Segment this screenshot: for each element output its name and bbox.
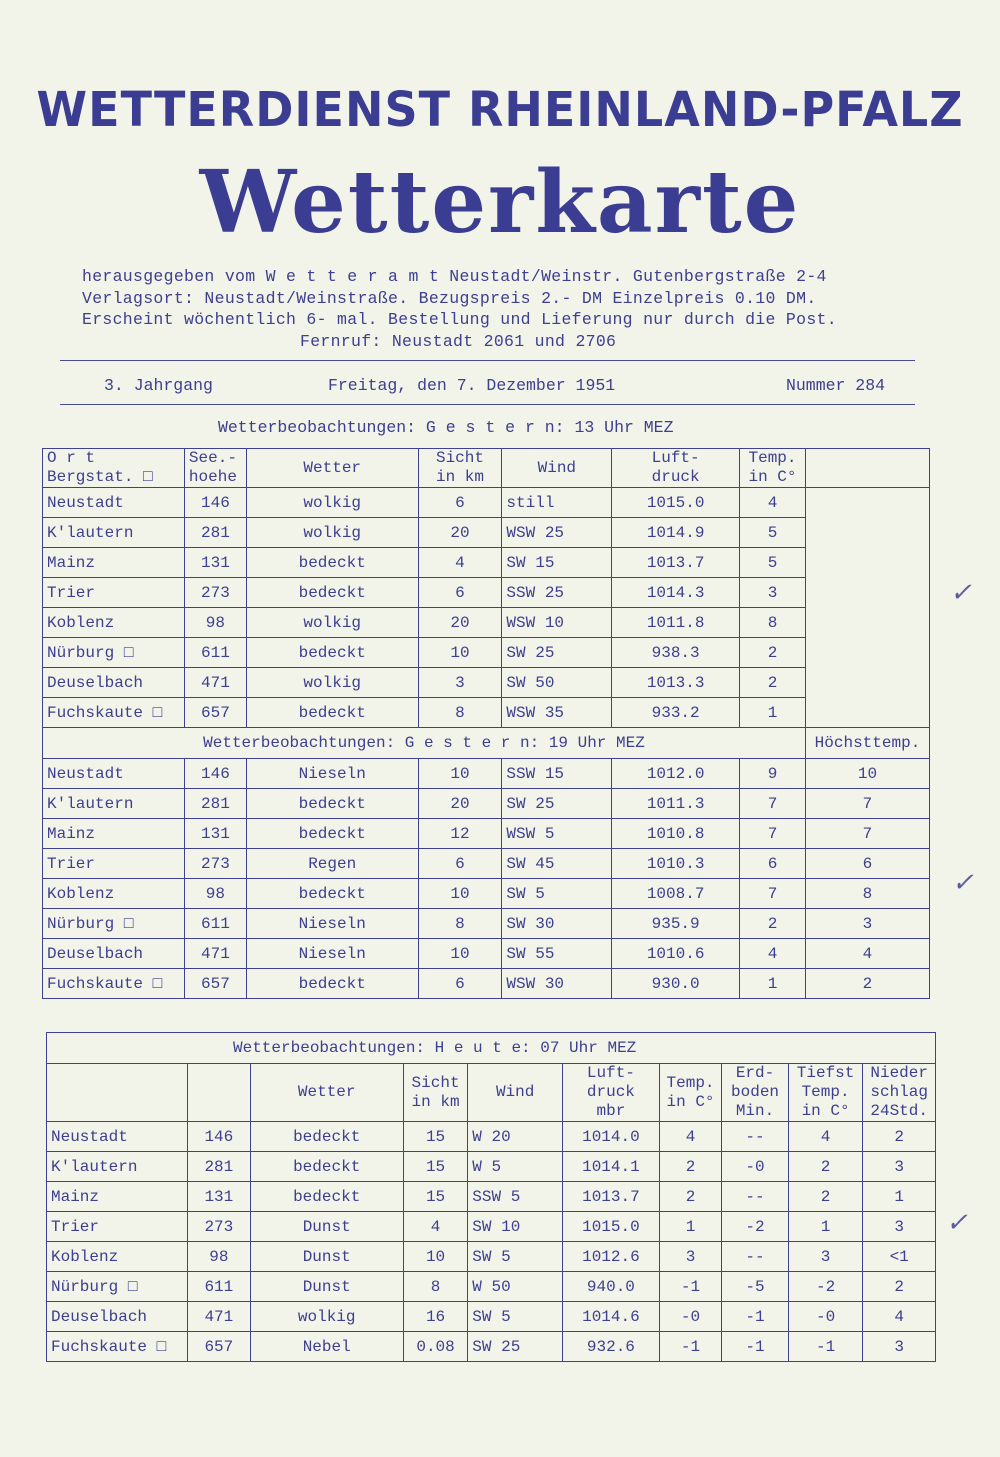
cell-hoehe: 471 (184, 668, 246, 698)
cell-luftdruck: 930.0 (612, 969, 740, 999)
cell-wind: SW 5 (502, 879, 612, 909)
cell-temp: 9 (740, 759, 806, 789)
cell-hoechsttemp: 10 (805, 759, 929, 789)
cell-sicht: 10 (418, 939, 502, 969)
cell-wind: SW 30 (502, 909, 612, 939)
checkmark-icon: ✓ (950, 578, 972, 608)
cell-wind: SW 55 (502, 939, 612, 969)
cell-sicht: 4 (403, 1212, 468, 1242)
cell-luftdruck: 1014.3 (612, 578, 740, 608)
cell-wetter: wolkig (246, 518, 418, 548)
cell-temp: 1 (740, 969, 806, 999)
cell-tiefst: 4 (788, 1122, 863, 1152)
cell-ort: K'lautern (43, 789, 185, 819)
table-header-row (43, 449, 930, 488)
cell-tiefst: 2 (788, 1152, 863, 1182)
cell-hoehe: 98 (188, 1242, 250, 1272)
table-row (47, 1152, 936, 1182)
cell-luftdruck: 940.0 (563, 1272, 660, 1302)
cell-ort: Neustadt (43, 759, 185, 789)
table-row (47, 1272, 936, 1302)
checkmark-icon: ✓ (952, 868, 974, 898)
cell-tiefst: 2 (788, 1182, 863, 1212)
table-row (43, 789, 930, 819)
cell-erdboden: -- (722, 1242, 789, 1272)
cell-hoehe: 146 (188, 1122, 250, 1152)
table-row (47, 1302, 936, 1332)
cell-hoechsttemp: 7 (805, 819, 929, 849)
cell-luftdruck: 1013.7 (563, 1182, 660, 1212)
cell-luftdruck: 1015.0 (612, 488, 740, 518)
cell-hoehe: 273 (188, 1212, 250, 1242)
cell-wind: SW 25 (502, 789, 612, 819)
cell-luftdruck: 1012.6 (563, 1242, 660, 1272)
cell-temp: -0 (659, 1302, 721, 1332)
cell-luftdruck: 932.6 (563, 1332, 660, 1362)
header-sicht: Sicht in km (418, 449, 502, 488)
divider-top (60, 360, 915, 361)
cell-wind: WSW 30 (502, 969, 612, 999)
cell-luftdruck: 1014.1 (563, 1152, 660, 1182)
cell-wetter: bedeckt (246, 969, 418, 999)
cell-ort: Mainz (47, 1182, 188, 1212)
cell-luftdruck: 933.2 (612, 698, 740, 728)
cell-wind: SW 50 (502, 668, 612, 698)
cell-wetter: bedeckt (250, 1152, 403, 1182)
cell-hoehe: 131 (184, 819, 246, 849)
cell-wetter: bedeckt (246, 879, 418, 909)
cell-wind: WSW 10 (502, 608, 612, 638)
cell-hoehe: 281 (184, 789, 246, 819)
header-niederschlag: Nieder schlag 24Std. (863, 1064, 936, 1122)
cell-wetter: Dunst (250, 1272, 403, 1302)
header-temp: Temp. in C° (659, 1064, 721, 1122)
cell-sicht: 10 (403, 1242, 468, 1272)
table-row (43, 698, 930, 728)
table-row (43, 548, 930, 578)
cell-sicht: 15 (403, 1152, 468, 1182)
cell-luftdruck: 1010.3 (612, 849, 740, 879)
cell-ort: Neustadt (43, 488, 185, 518)
cell-hoechsttemp: 7 (805, 789, 929, 819)
page-title: Wetterkarte (199, 152, 801, 253)
cell-wetter: bedeckt (246, 578, 418, 608)
cell-wind: SW 15 (502, 548, 612, 578)
table-row (43, 518, 930, 548)
cell-sicht: 3 (418, 668, 502, 698)
cell-wind: SW 5 (468, 1242, 563, 1272)
cell-luftdruck: 1014.9 (612, 518, 740, 548)
cell-niederschlag: 3 (863, 1212, 936, 1242)
cell-ort: Nürburg □ (43, 638, 185, 668)
checkmark-icon: ✓ (946, 1208, 968, 1238)
cell-hoehe: 131 (188, 1182, 250, 1212)
header-ort: O r t Bergstat. □ (43, 449, 185, 488)
cell-ort: Koblenz (43, 879, 185, 909)
cell-tiefst: -0 (788, 1302, 863, 1332)
publisher-line: Verlagsort: Neustadt/Weinstraße. Bezugspreis 2.- DM Einzelpreis 0.10 DM. (82, 288, 817, 308)
cell-wind: SW 10 (468, 1212, 563, 1242)
cell-wind: W 20 (468, 1122, 563, 1152)
cell-hoehe: 131 (184, 548, 246, 578)
cell-ort: K'lautern (47, 1152, 188, 1182)
cell-wetter: bedeckt (246, 548, 418, 578)
cell-ort: Fuchskaute □ (43, 698, 185, 728)
cell-sicht: 6 (418, 488, 502, 518)
section2-title-row (43, 728, 930, 759)
header-temp: Temp. in C° (740, 449, 806, 488)
cell-wind: SW 25 (468, 1332, 563, 1362)
table-row (47, 1332, 936, 1362)
cell-wetter: bedeckt (250, 1182, 403, 1212)
cell-wetter: Nieseln (246, 759, 418, 789)
table-row (43, 819, 930, 849)
cell-hoehe: 657 (188, 1332, 250, 1362)
header-wind: Wind (502, 449, 612, 488)
cell-hoehe: 98 (184, 879, 246, 909)
cell-hoechsttemp: 4 (805, 939, 929, 969)
cell-sicht: 6 (418, 969, 502, 999)
cell-hoehe: 611 (188, 1272, 250, 1302)
cell-luftdruck: 1013.7 (612, 548, 740, 578)
header-wind: Wind (468, 1064, 563, 1122)
header-luftdruck: Luft- druck mbr (563, 1064, 660, 1122)
cell-wetter: bedeckt (246, 789, 418, 819)
header-hoehe: See.- hoehe (184, 449, 246, 488)
cell-sicht: 6 (418, 849, 502, 879)
cell-niederschlag: 2 (863, 1122, 936, 1152)
cell-wetter: Nieseln (246, 939, 418, 969)
cell-erdboden: -1 (722, 1332, 789, 1362)
cell-wetter: Nebel (250, 1332, 403, 1362)
table-row (43, 608, 930, 638)
cell-ort: Deuselbach (43, 668, 185, 698)
cell-luftdruck: 935.9 (612, 909, 740, 939)
header-sicht: Sicht in km (403, 1064, 468, 1122)
header-ort (47, 1064, 188, 1122)
cell-ort: Nürburg □ (47, 1272, 188, 1302)
cell-ort: Koblenz (47, 1242, 188, 1272)
cell-wetter: wolkig (246, 608, 418, 638)
cell-hoehe: 611 (184, 638, 246, 668)
section3-title: Wetterbeobachtungen: H e u t e: 07 Uhr MEZ (47, 1033, 936, 1064)
cell-temp: 7 (740, 819, 806, 849)
cell-ort: Trier (47, 1212, 188, 1242)
cell-wind: WSW 35 (502, 698, 612, 728)
header-tiefst: Tiefst Temp. in C° (788, 1064, 863, 1122)
cell-wetter: wolkig (246, 668, 418, 698)
section3-title-row (47, 1033, 936, 1064)
cell-wetter: Dunst (250, 1242, 403, 1272)
cell-wetter: Regen (246, 849, 418, 879)
cell-hoechsttemp: 6 (805, 849, 929, 879)
header-wetter: Wetter (250, 1064, 403, 1122)
observations-table-yesterday (42, 448, 930, 999)
cell-luftdruck: 938.3 (612, 638, 740, 668)
table-row (43, 849, 930, 879)
header-hoechsttemp: Höchsttemp. (805, 728, 929, 759)
cell-temp: 2 (740, 638, 806, 668)
cell-ort: Fuchskaute □ (43, 969, 185, 999)
table-row (43, 939, 930, 969)
cell-luftdruck: 1014.0 (563, 1122, 660, 1152)
cell-hoehe: 611 (184, 909, 246, 939)
section2-title: Wetterbeobachtungen: G e s t e r n: 19 Uhr MEZ (43, 728, 806, 759)
cell-wind: SSW 5 (468, 1182, 563, 1212)
cell-niederschlag: <1 (863, 1242, 936, 1272)
cell-temp: 6 (740, 849, 806, 879)
table-row (43, 578, 930, 608)
cell-temp: 1 (740, 698, 806, 728)
cell-wind: SSW 15 (502, 759, 612, 789)
cell-wind: SW 5 (468, 1302, 563, 1332)
cell-tiefst: -2 (788, 1272, 863, 1302)
issue-date: Freitag, den 7. Dezember 1951 (328, 376, 616, 395)
table-row (43, 668, 930, 698)
table-row (47, 1212, 936, 1242)
organization-title: WETTERDIENST RHEINLAND-PFALZ (36, 80, 964, 138)
cell-temp: 5 (740, 518, 806, 548)
cell-temp: 2 (659, 1182, 721, 1212)
cell-hoehe: 471 (184, 939, 246, 969)
header-erdboden: Erd- boden Min. (722, 1064, 789, 1122)
divider-bottom (60, 404, 915, 405)
cell-wetter: bedeckt (246, 698, 418, 728)
cell-niederschlag: 3 (863, 1332, 936, 1362)
cell-tiefst: 3 (788, 1242, 863, 1272)
cell-wetter: Dunst (250, 1212, 403, 1242)
cell-temp: -1 (659, 1272, 721, 1302)
cell-hoechsttemp: 8 (805, 879, 929, 909)
cell-luftdruck: 1011.3 (612, 789, 740, 819)
cell-temp: 7 (740, 789, 806, 819)
cell-temp: 4 (740, 939, 806, 969)
cell-hoehe: 146 (184, 488, 246, 518)
cell-luftdruck: 1014.6 (563, 1302, 660, 1332)
cell-ort: Neustadt (47, 1122, 188, 1152)
cell-luftdruck: 1008.7 (612, 879, 740, 909)
cell-temp: 3 (740, 578, 806, 608)
cell-wind: SSW 25 (502, 578, 612, 608)
issue-jahrgang: 3. Jahrgang (104, 376, 213, 395)
header-luftdruck: Luft- druck (612, 449, 740, 488)
cell-hoehe: 146 (184, 759, 246, 789)
table-row (43, 638, 930, 668)
cell-temp: 7 (740, 879, 806, 909)
cell-tiefst: -1 (788, 1332, 863, 1362)
cell-erdboden: -1 (722, 1302, 789, 1332)
cell-temp: 8 (740, 608, 806, 638)
cell-luftdruck: 1011.8 (612, 608, 740, 638)
cell-ort: Koblenz (43, 608, 185, 638)
cell-hoehe: 657 (184, 969, 246, 999)
cell-wetter: Nieseln (246, 909, 418, 939)
table-row (43, 488, 930, 518)
observations-table-today (46, 1032, 936, 1362)
cell-wind: W 50 (468, 1272, 563, 1302)
cell-wetter: bedeckt (246, 638, 418, 668)
cell-temp: 5 (740, 548, 806, 578)
cell-luftdruck: 1013.3 (612, 668, 740, 698)
cell-temp: 1 (659, 1212, 721, 1242)
table-row (43, 879, 930, 909)
cell-niederschlag: 4 (863, 1302, 936, 1332)
cell-erdboden: -2 (722, 1212, 789, 1242)
cell-hoehe: 273 (184, 849, 246, 879)
cell-erdboden: -- (722, 1122, 789, 1152)
table-header-row (47, 1064, 936, 1122)
cell-hoehe: 471 (188, 1302, 250, 1332)
cell-sicht: 8 (418, 698, 502, 728)
cell-ort: Deuselbach (43, 939, 185, 969)
cell-sicht: 0.08 (403, 1332, 468, 1362)
cell-sicht: 12 (418, 819, 502, 849)
cell-sicht: 10 (418, 879, 502, 909)
cell-sicht: 10 (418, 638, 502, 668)
section1-title: Wetterbeobachtungen: G e s t e r n: 13 Uhr MEZ (218, 418, 674, 437)
cell-temp: 2 (740, 909, 806, 939)
cell-wind: still (502, 488, 612, 518)
cell-hoehe: 281 (184, 518, 246, 548)
cell-wind: W 5 (468, 1152, 563, 1182)
issue-number: Nummer 284 (786, 376, 886, 395)
cell-wetter: wolkig (246, 488, 418, 518)
table-row (43, 909, 930, 939)
cell-empty (805, 488, 929, 728)
cell-wetter: wolkig (250, 1302, 403, 1332)
header-hoehe (188, 1064, 250, 1122)
cell-niederschlag: 1 (863, 1182, 936, 1212)
cell-wind: SW 25 (502, 638, 612, 668)
cell-temp: 2 (740, 668, 806, 698)
cell-wind: WSW 5 (502, 819, 612, 849)
cell-wind: WSW 25 (502, 518, 612, 548)
cell-hoehe: 281 (188, 1152, 250, 1182)
cell-sicht: 8 (403, 1272, 468, 1302)
cell-erdboden: -- (722, 1182, 789, 1212)
cell-sicht: 16 (403, 1302, 468, 1332)
cell-ort: Nürburg □ (43, 909, 185, 939)
cell-hoechsttemp: 3 (805, 909, 929, 939)
cell-sicht: 4 (418, 548, 502, 578)
cell-ort: Trier (43, 578, 185, 608)
cell-erdboden: -0 (722, 1152, 789, 1182)
table-row (43, 969, 930, 999)
cell-wetter: bedeckt (250, 1122, 403, 1152)
cell-luftdruck: 1010.8 (612, 819, 740, 849)
cell-hoehe: 657 (184, 698, 246, 728)
cell-temp: 3 (659, 1242, 721, 1272)
cell-luftdruck: 1012.0 (612, 759, 740, 789)
cell-sicht: 8 (418, 909, 502, 939)
cell-wetter: bedeckt (246, 819, 418, 849)
cell-hoechsttemp: 2 (805, 969, 929, 999)
cell-sicht: 20 (418, 518, 502, 548)
cell-erdboden: -5 (722, 1272, 789, 1302)
cell-luftdruck: 1015.0 (563, 1212, 660, 1242)
cell-sicht: 15 (403, 1182, 468, 1212)
cell-ort: Trier (43, 849, 185, 879)
publisher-line: Erscheint wöchentlich 6- mal. Bestellung und Lieferung nur durch die Post. (82, 310, 837, 329)
cell-temp: 2 (659, 1152, 721, 1182)
cell-wind: SW 45 (502, 849, 612, 879)
table-row (47, 1182, 936, 1212)
table-row (43, 759, 930, 789)
cell-sicht: 20 (418, 789, 502, 819)
cell-sicht: 10 (418, 759, 502, 789)
cell-sicht: 6 (418, 578, 502, 608)
cell-temp: 4 (659, 1122, 721, 1152)
cell-ort: K'lautern (43, 518, 185, 548)
publisher-line: herausgegeben vom W e t t e r a m t Neustadt/Weinstr. Gutenbergstraße 2-4 (82, 267, 827, 286)
table-row (47, 1242, 936, 1272)
table-row (47, 1122, 936, 1152)
cell-temp: 4 (740, 488, 806, 518)
publisher-info (82, 266, 922, 352)
cell-ort: Mainz (43, 819, 185, 849)
cell-luftdruck: 1010.6 (612, 939, 740, 969)
header-empty (805, 449, 929, 488)
header-wetter: Wetter (246, 449, 418, 488)
cell-temp: -1 (659, 1332, 721, 1362)
cell-sicht: 15 (403, 1122, 468, 1152)
cell-niederschlag: 3 (863, 1152, 936, 1182)
cell-hoehe: 98 (184, 608, 246, 638)
publisher-line: Fernruf: Neustadt 2061 und 2706 (300, 331, 617, 351)
cell-hoehe: 273 (184, 578, 246, 608)
cell-ort: Fuchskaute □ (47, 1332, 188, 1362)
cell-niederschlag: 2 (863, 1272, 936, 1302)
cell-sicht: 20 (418, 608, 502, 638)
cell-ort: Mainz (43, 548, 185, 578)
cell-ort: Deuselbach (47, 1302, 188, 1332)
cell-tiefst: 1 (788, 1212, 863, 1242)
